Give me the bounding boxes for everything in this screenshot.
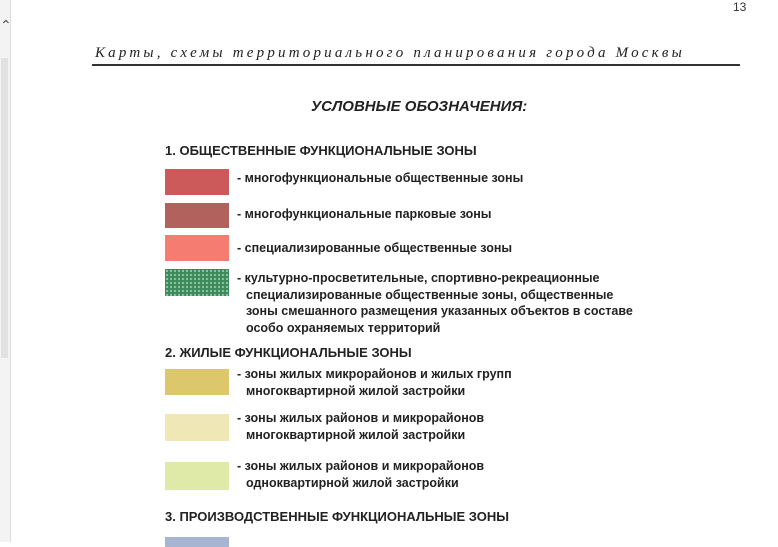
vertical-scrollbar[interactable]: [0, 0, 11, 542]
legend-item-description: [237, 170, 523, 187]
legend-item-line: - зоны жилых районов и микрорайонов: [237, 411, 485, 425]
color-swatch: [165, 537, 229, 547]
color-swatch: [165, 369, 229, 395]
legend-item-line: - специализированные общественные зоны: [237, 241, 513, 255]
legend-item-line: специализированные общественные зоны, общественные: [246, 287, 614, 302]
legend-item-description: [237, 458, 484, 491]
color-swatch: [165, 269, 229, 296]
section-title-residential-zones: 2. ЖИЛЫЕ ФУНКЦИОНАЛЬНЫЕ ЗОНЫ: [165, 345, 412, 360]
legend-item-description: [237, 240, 512, 257]
legend-item-description: [237, 270, 633, 336]
legend-item-description: [237, 206, 491, 223]
chevron-up-icon[interactable]: ⌃: [0, 18, 12, 34]
header-divider: [92, 64, 740, 66]
legend-item-line: - зоны жилых микрорайонов и жилых групп: [237, 367, 512, 381]
color-swatch: [165, 203, 229, 228]
legend-title: УСЛОВНЫЕ ОБОЗНАЧЕНИЯ:: [311, 98, 528, 115]
legend-item-line: одноквартирной жилой застройки: [246, 475, 459, 490]
legend-item-description: [237, 410, 484, 443]
legend-item-line: - культурно-просветительные, спортивно-рекреационные: [237, 271, 600, 285]
legend-item-line: - зоны жилых районов и микрорайонов: [237, 459, 485, 473]
legend-item-description: [237, 366, 512, 399]
legend-item-line: многоквартирной жилой застройки: [246, 427, 466, 442]
legend-item-line: - многофункциональные общественные зоны: [237, 171, 524, 185]
legend-item-line: особо охраняемых территорий: [246, 320, 441, 335]
legend-item-line: зоны смешанного размещения указанных объектов в составе: [246, 304, 633, 318]
legend-item-line: - многофункциональные парковые зоны: [237, 207, 492, 221]
color-swatch: [165, 169, 229, 195]
section-title-public-zones: 1. ОБЩЕСТВЕННЫЕ ФУНКЦИОНАЛЬНЫЕ ЗОНЫ: [165, 143, 477, 158]
page-number: 13: [733, 0, 747, 14]
color-swatch: [165, 235, 229, 261]
section-title-industrial-zones: 3. ПРОИЗВОДСТВЕННЫЕ ФУНКЦИОНАЛЬНЫЕ ЗОНЫ: [165, 509, 509, 524]
color-swatch: [165, 414, 229, 441]
scrollbar-thumb[interactable]: [1, 58, 8, 358]
document-header-title: Карты, схемы территориального планирования города Москвы: [95, 45, 685, 61]
color-swatch: [165, 462, 229, 490]
legend-item-line: многоквартирной жилой застройки: [246, 383, 466, 398]
